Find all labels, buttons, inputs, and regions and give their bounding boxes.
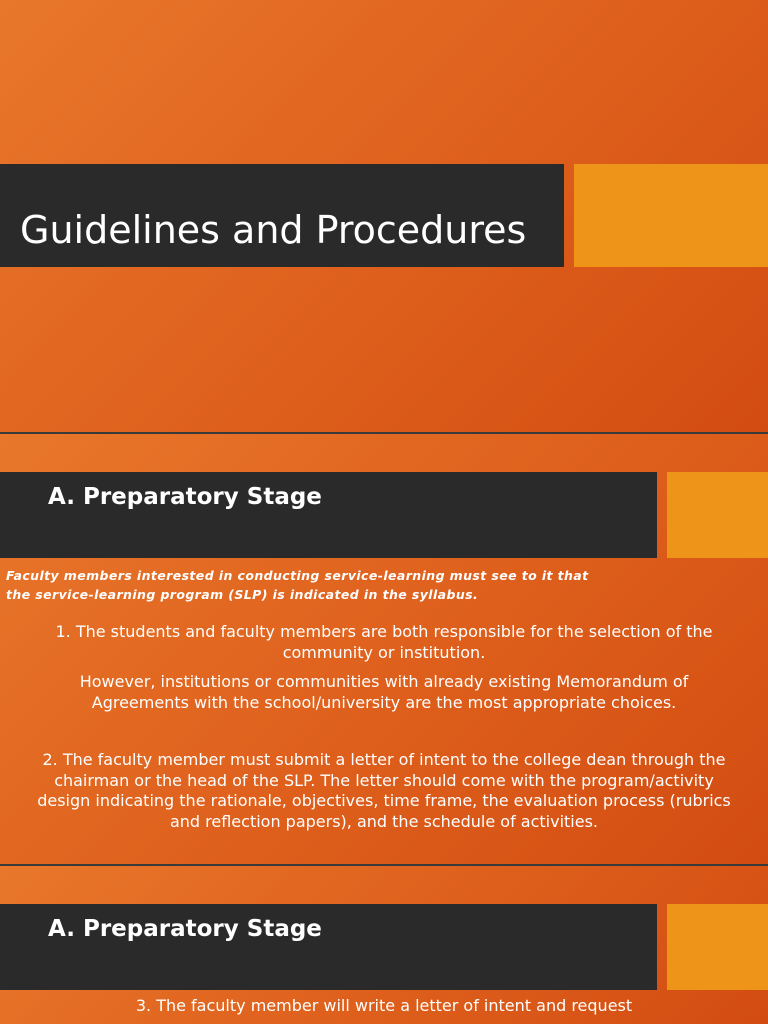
intro-note [6,566,626,604]
paragraph-line: and reflection papers), and the schedule of activities. [169,811,599,831]
paragraph-line: 1. The students and faculty members are both responsible for the selection of the [55,622,713,641]
slide-preparatory-stage-1 [0,434,768,864]
header-accent-block [667,904,768,990]
paragraph-line: 3. The faculty member will write a letter of intent and request [135,996,633,1015]
header-accent-block [667,472,768,558]
paragraph-line: 2. The faculty member must submit a letter of intent to the college dean through the [42,750,726,769]
paragraph-step-3 [4,996,764,1017]
slide-title [0,0,768,432]
slide-title-text: Guidelines and Procedures [20,208,527,252]
paragraph-line: chairman or the head of the SLP. The letter should come with the program/activity [54,770,714,790]
paragraph-however [4,672,764,713]
paragraph-line: However, institutions or communities with already existing Memorandum of [79,672,689,691]
slide-preparatory-stage-2 [0,866,768,1024]
paragraph-line: design indicating the rationale, objectives, time frame, the evaluation process (rubrics [37,791,731,810]
paragraph-line: Agreements with the school/university are the most appropriate choices. [91,692,677,712]
intro-line: the service-learning program (SLP) is indicated in the syllabus. [6,587,479,602]
paragraph-step-1 [4,622,764,663]
intro-line: Faculty members interested in conducting service-learning must see to it that [6,568,589,583]
title-accent-block [574,164,768,267]
slide-heading: A. Preparatory Stage [48,916,322,942]
paragraph-step-2 [4,750,764,832]
paragraph-line: community or institution. [282,642,486,662]
slide-heading: A. Preparatory Stage [48,484,322,510]
